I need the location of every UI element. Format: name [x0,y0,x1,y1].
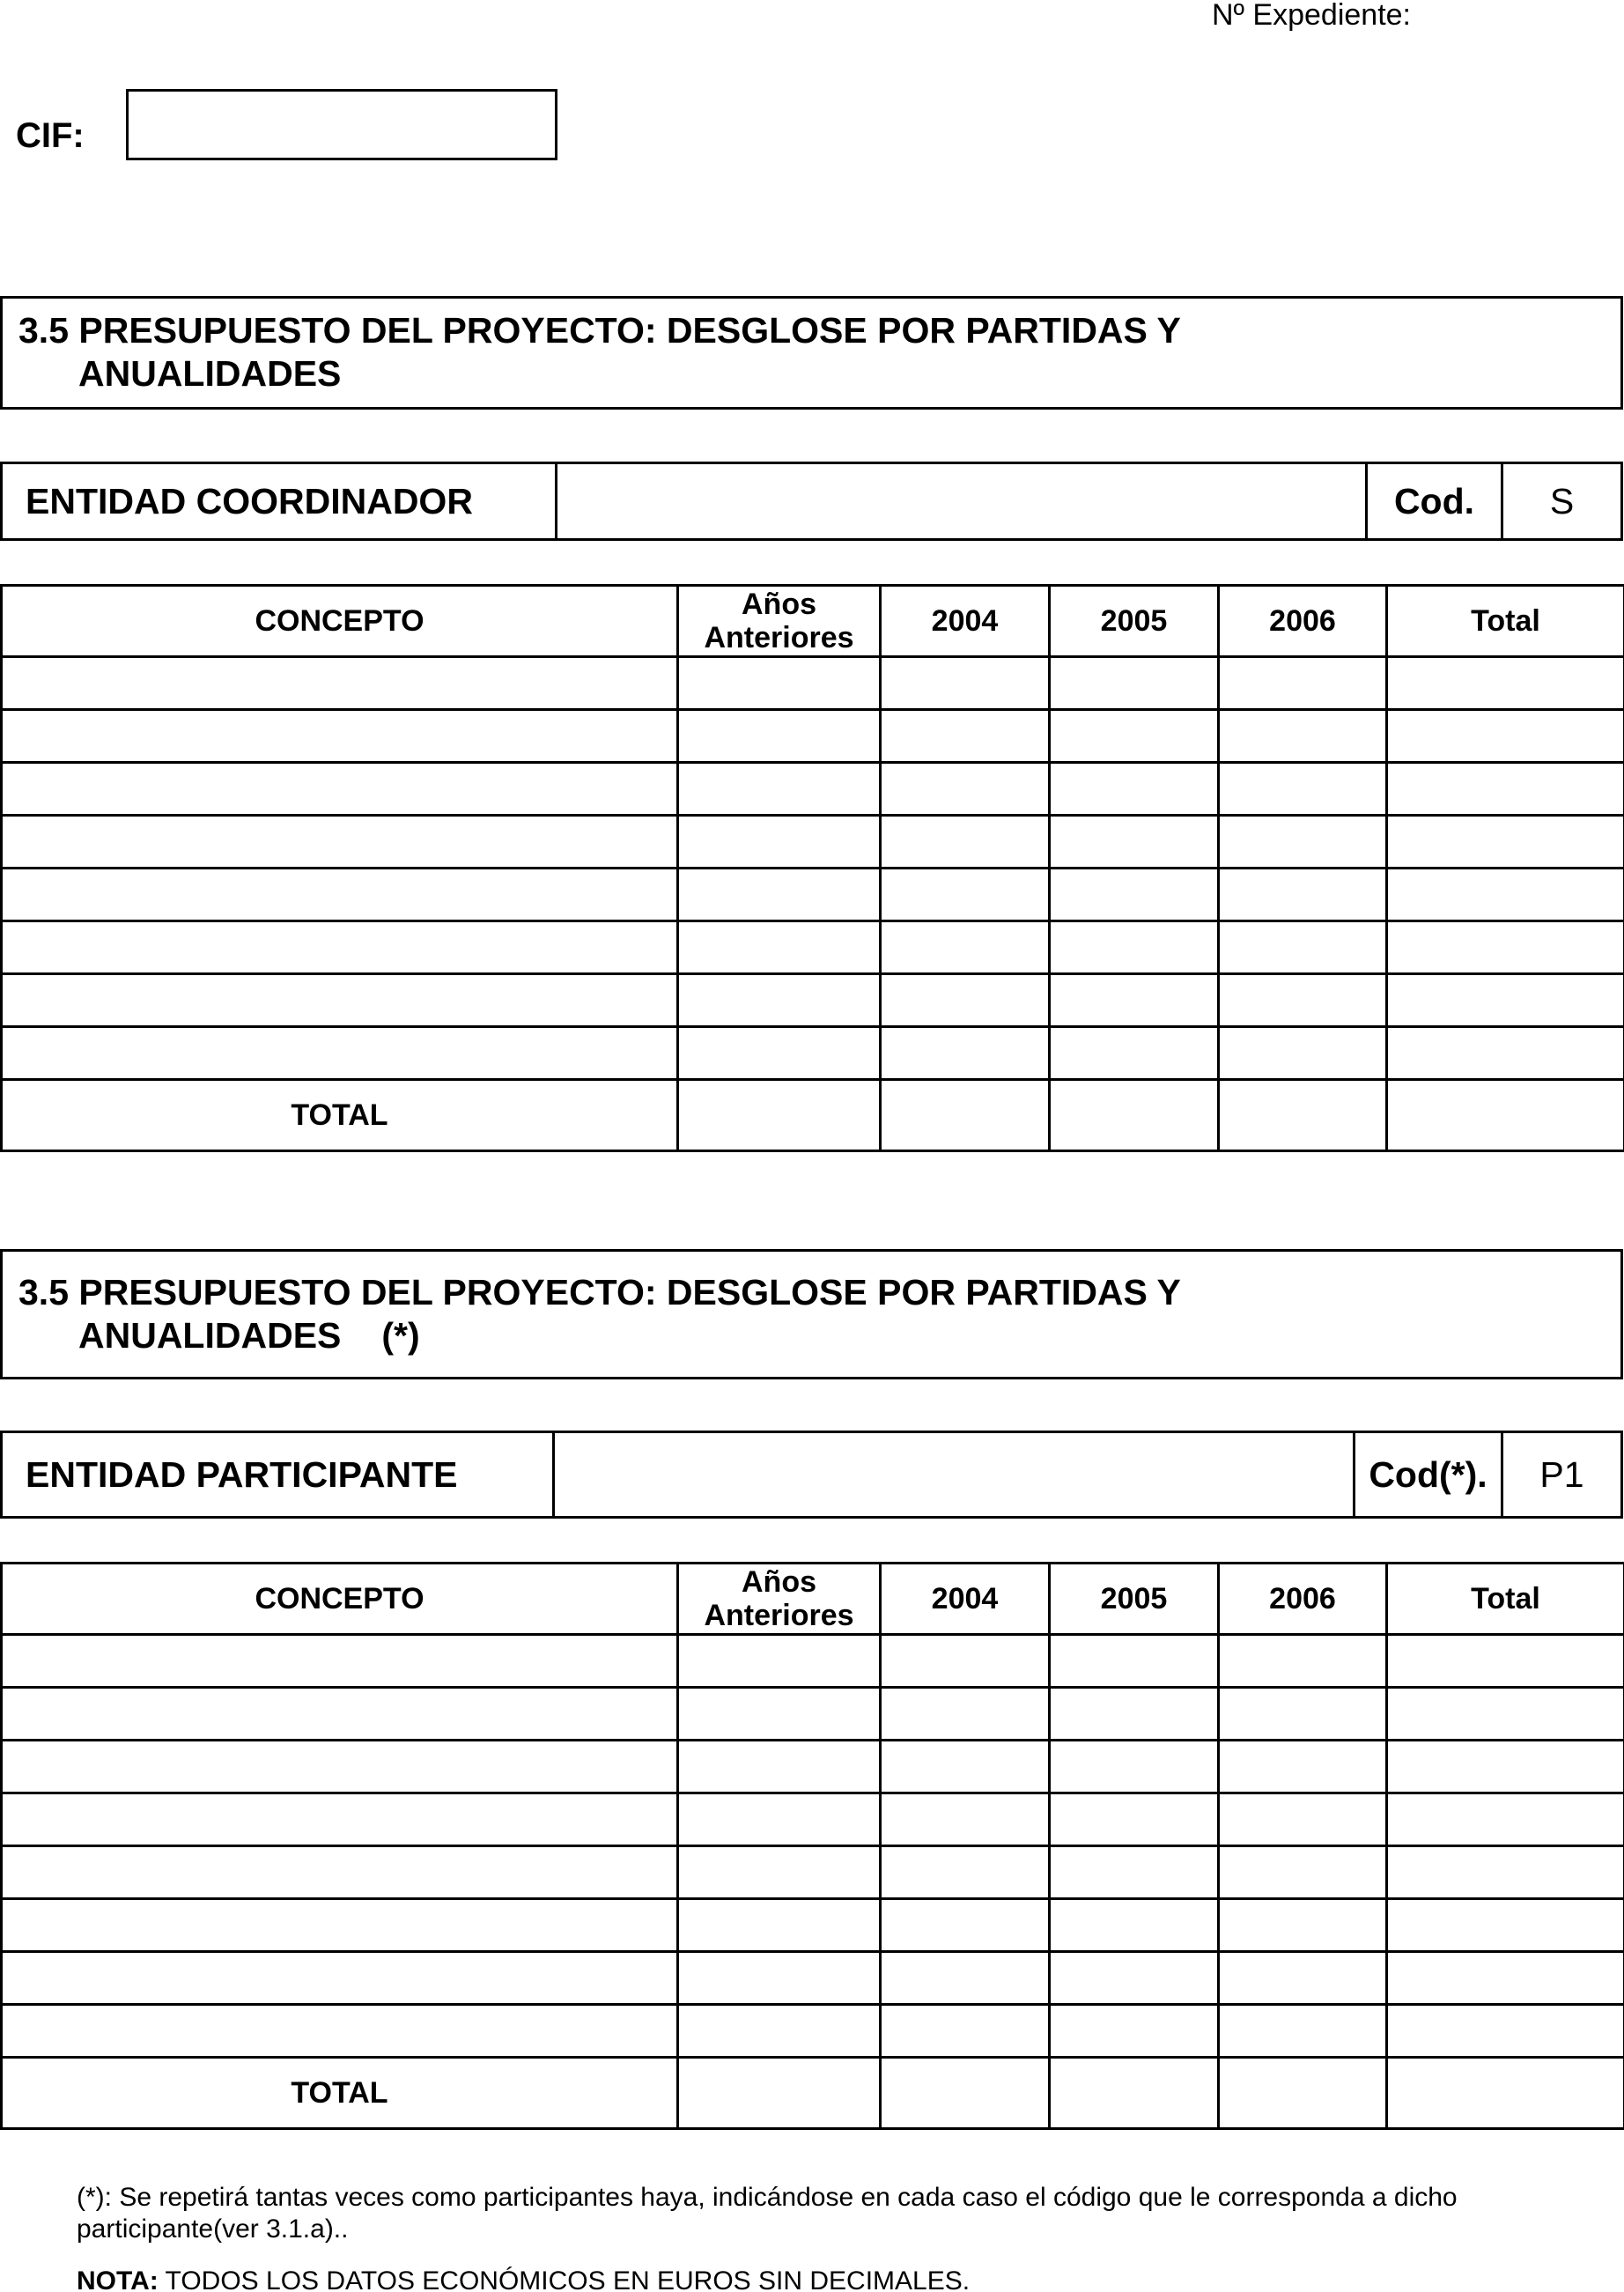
cell-input[interactable] [1387,710,1624,763]
cell-input[interactable] [1219,921,1387,974]
section-title-word: ANUALIDADES [78,353,342,394]
cell-input[interactable] [2,657,678,710]
total-cell[interactable] [1219,2058,1387,2129]
cell-input[interactable] [678,974,881,1027]
cell-input[interactable] [1219,657,1387,710]
cod-label: Cod(*). [1355,1433,1503,1516]
col-total: Total [1387,1564,1624,1635]
cell-input[interactable] [881,1793,1050,1846]
entity-name-input[interactable] [557,464,1368,538]
cell-input[interactable] [1219,1793,1387,1846]
col-concepto: CONCEPTO [2,1564,678,1635]
cell-input[interactable] [881,869,1050,921]
col-2004: 2004 [881,1564,1050,1635]
cell-input[interactable] [1387,1635,1624,1688]
cell-input[interactable] [1050,1741,1219,1793]
cell-input[interactable] [2,1688,678,1741]
cell-input[interactable] [2,763,678,816]
cell-input[interactable] [1387,1741,1624,1793]
col-anos-line1: Años [742,588,816,621]
col-total: Total [1387,586,1624,657]
cell-input[interactable] [881,2005,1050,2058]
total-label: TOTAL [2,2058,678,2129]
cell-input[interactable] [1050,710,1219,763]
section-title-line2 [78,352,341,396]
total-cell[interactable] [881,1080,1050,1151]
cif-label: CIF: [16,116,85,155]
entity-label: ENTIDAD COORDINADOR [3,464,557,538]
table-row [2,1846,1624,1899]
section-title-asterisk: (*) [381,1315,420,1356]
section-title-line2 [78,1314,420,1357]
cell-input[interactable] [2,1846,678,1899]
cell-input[interactable] [1050,763,1219,816]
cell-input[interactable] [881,1741,1050,1793]
cell-input[interactable] [1219,1952,1387,2005]
cell-input[interactable] [2,921,678,974]
cell-input[interactable] [678,1635,881,1688]
total-cell[interactable] [678,1080,881,1151]
cell-input[interactable] [881,1899,1050,1952]
col-2005: 2005 [1050,1564,1219,1635]
cell-input[interactable] [1050,816,1219,869]
total-cell[interactable] [881,2058,1050,2129]
cell-input[interactable] [678,657,881,710]
cell-input[interactable] [1219,974,1387,1027]
cell-input[interactable] [1219,1635,1387,1688]
cell-input[interactable] [881,657,1050,710]
nota-text: TODOS LOS DATOS ECONÓMICOS EN EUROS SIN DECIMALES. [158,2266,971,2292]
budget-table-participante [0,1562,1624,2130]
cell-input[interactable] [1219,1688,1387,1741]
cell-input[interactable] [881,710,1050,763]
cell-input[interactable] [2,1741,678,1793]
cell-input[interactable] [678,1952,881,2005]
cell-input[interactable] [1387,816,1624,869]
table-row [2,1635,1624,1688]
cell-input[interactable] [1050,1846,1219,1899]
cell-input[interactable] [1387,974,1624,1027]
cell-input[interactable] [2,974,678,1027]
cell-input[interactable] [2,816,678,869]
table-row [2,816,1624,869]
table-row [2,869,1624,921]
cell-input[interactable] [1219,1899,1387,1952]
cell-input[interactable] [2,1793,678,1846]
cell-input[interactable] [1219,2005,1387,2058]
cell-input[interactable] [2,710,678,763]
budget-table-coordinador [0,584,1624,1152]
table-row [2,2005,1624,2058]
cell-input[interactable] [1050,657,1219,710]
cell-input[interactable] [1219,710,1387,763]
cell-input[interactable] [1050,1899,1219,1952]
table-row [2,1952,1624,2005]
cell-input[interactable] [1050,1952,1219,2005]
total-row [2,2058,1624,2129]
table-row [2,1899,1624,1952]
entity-bar-coordinador [0,462,1623,541]
cif-input[interactable] [126,89,557,160]
footnote: (*): Se repetirá tantas veces como participantes haya, indicándose en cada caso el código que le corresponda a dicho participante(ver 3.1.a).. [77,2183,1458,2244]
cell-input[interactable] [2,1952,678,2005]
total-cell[interactable] [1219,1080,1387,1151]
total-label: TOTAL [2,1080,678,1151]
cell-input[interactable] [1387,763,1624,816]
section-title-word: ANUALIDADES [78,1315,342,1356]
cell-input[interactable] [1387,869,1624,921]
cell-input[interactable] [1387,1688,1624,1741]
cell-input[interactable] [2,1635,678,1688]
cell-input[interactable] [1050,2005,1219,2058]
total-cell[interactable] [678,2058,881,2129]
col-2006: 2006 [1219,1564,1387,1635]
col-2006: 2006 [1219,586,1387,657]
cod-value: S [1549,480,1575,521]
col-anos-anteriores [678,586,881,657]
table-row [2,763,1624,816]
cell-input[interactable] [678,921,881,974]
col-concepto: CONCEPTO [2,586,678,657]
table-header-row [2,1564,1624,1635]
cell-input[interactable] [881,763,1050,816]
cod-label: Cod. [1368,464,1503,538]
expediente-label: Nº Expediente: [1212,0,1411,32]
col-anos-line2: Anteriores [704,621,854,654]
table-row [2,1027,1624,1080]
cell-input[interactable] [1219,1846,1387,1899]
cell-input[interactable] [1050,1688,1219,1741]
table-row [2,1688,1624,1741]
cell-input[interactable] [1050,921,1219,974]
table-row [2,1793,1624,1846]
cell-input[interactable] [1050,974,1219,1027]
cell-input[interactable] [1219,869,1387,921]
cell-input[interactable] [881,1846,1050,1899]
table-row [2,1741,1624,1793]
cell-input[interactable] [1387,1793,1624,1846]
cell-input[interactable] [1387,1899,1624,1952]
cell-input[interactable] [678,816,881,869]
cod-value: P1 [1539,1453,1584,1495]
section-title-line1: 3.5 PRESUPUESTO DEL PROYECTO: DESGLOSE POR PARTIDAS Y [18,310,1181,351]
entity-bar-participante [0,1431,1623,1519]
cell-input[interactable] [881,974,1050,1027]
col-2004: 2004 [881,586,1050,657]
cell-input[interactable] [678,763,881,816]
cell-input[interactable] [678,1846,881,1899]
cell-input[interactable] [2,1899,678,1952]
entity-name-input[interactable] [555,1433,1355,1516]
cell-input[interactable] [678,1899,881,1952]
cell-input[interactable] [1387,1952,1624,2005]
table-header-row [2,586,1624,657]
cell-input[interactable] [1050,1793,1219,1846]
cell-input[interactable] [678,1793,881,1846]
col-anos-anteriores [678,1564,881,1635]
total-cell[interactable] [1387,2058,1624,2129]
cell-input[interactable] [1050,1027,1219,1080]
cell-input[interactable] [678,2005,881,2058]
cell-input[interactable] [881,816,1050,869]
col-anos-line1: Años [742,1565,816,1599]
cell-input[interactable] [1050,1635,1219,1688]
cell-input[interactable] [881,1688,1050,1741]
cell-input[interactable] [678,1027,881,1080]
cell-input[interactable] [1387,1027,1624,1080]
col-anos-line2: Anteriores [704,1599,854,1632]
cell-input[interactable] [678,1741,881,1793]
table-row [2,710,1624,763]
cell-input[interactable] [678,1688,881,1741]
col-2005: 2005 [1050,586,1219,657]
section-title-participante [0,1249,1623,1379]
table-row [2,974,1624,1027]
cell-input[interactable] [1387,657,1624,710]
cell-input[interactable] [881,921,1050,974]
cell-input[interactable] [2,2005,678,2058]
cell-input[interactable] [1387,921,1624,974]
cell-input[interactable] [678,710,881,763]
cell-input[interactable] [678,869,881,921]
cell-input[interactable] [881,1635,1050,1688]
total-cell[interactable] [1050,2058,1219,2129]
cell-input[interactable] [881,1952,1050,2005]
cell-input[interactable] [1219,1741,1387,1793]
entity-label: ENTIDAD PARTICIPANTE [3,1433,555,1516]
cell-input[interactable] [1219,763,1387,816]
table-row [2,921,1624,974]
cell-input[interactable] [881,1027,1050,1080]
nota [77,2266,970,2292]
cell-input[interactable] [2,1027,678,1080]
cell-input[interactable] [2,869,678,921]
cell-input[interactable] [1387,1846,1624,1899]
section-title-line1: 3.5 PRESUPUESTO DEL PROYECTO: DESGLOSE POR PARTIDAS Y [18,1272,1181,1312]
nota-label: NOTA: [77,2266,159,2292]
total-cell[interactable] [1387,1080,1624,1151]
section-title-coordinador [0,296,1623,410]
total-row [2,1080,1624,1151]
cell-input[interactable] [1219,1027,1387,1080]
total-cell[interactable] [1050,1080,1219,1151]
cell-input[interactable] [1050,869,1219,921]
table-row [2,657,1624,710]
cell-input[interactable] [1387,2005,1624,2058]
cell-input[interactable] [1219,816,1387,869]
